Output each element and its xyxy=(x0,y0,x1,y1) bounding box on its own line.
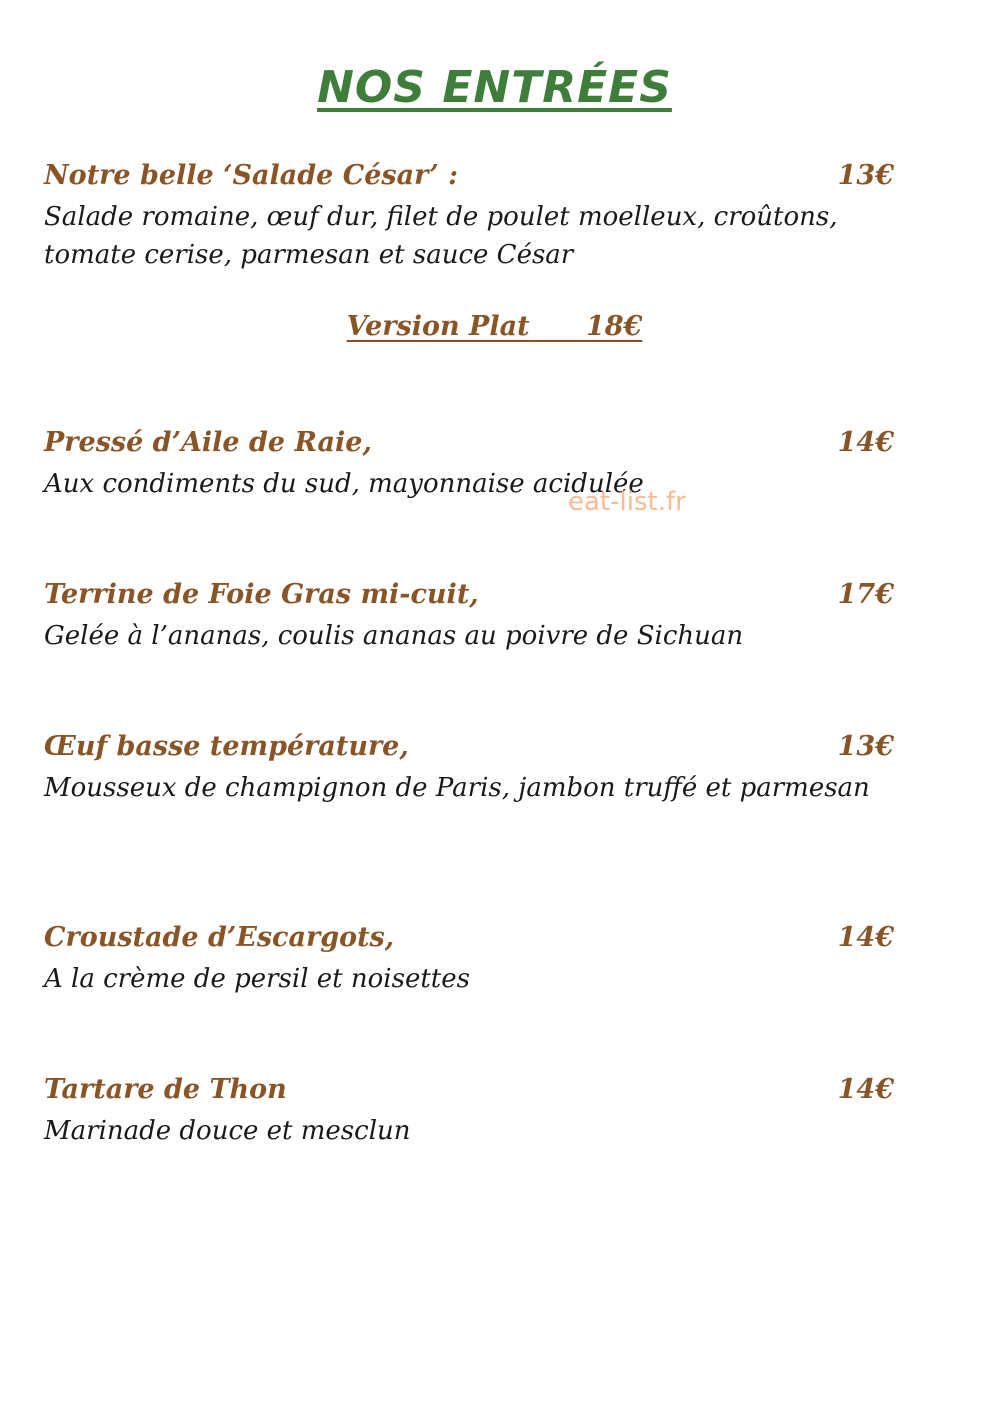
menu-item-salade-cesar xyxy=(44,160,894,274)
item-description: A la crème de persil et noisettes xyxy=(44,964,470,994)
item-name: Croustade d’Escargots, xyxy=(44,922,395,953)
item-name: Tartare de Thon xyxy=(44,1074,287,1105)
menu-item-croustade-escargots xyxy=(44,922,894,998)
item-price: 14€ xyxy=(837,1074,894,1105)
menu-item-tartare-de-thon xyxy=(44,1074,894,1150)
version-plat-price: 18€ xyxy=(585,311,643,342)
item-name: Terrine de Foie Gras mi-cuit, xyxy=(44,579,479,610)
item-description: Salade romaine, œuf dur, filet de poulet moelleux, croûtons, tomate cerise, parmesan et sauce César xyxy=(44,202,838,270)
item-name: Notre belle ‘Salade César’ : xyxy=(44,160,459,191)
menu-item-presse-aile-de-raie xyxy=(44,427,894,503)
item-description: Marinade douce et mesclun xyxy=(44,1116,411,1146)
menu-item-oeuf-basse-temperature xyxy=(44,731,894,807)
item-name: Pressé d’Aile de Raie, xyxy=(44,427,372,458)
version-plat-label: Version Plat xyxy=(346,311,530,342)
item-price: 13€ xyxy=(837,731,894,762)
item-description: Aux condiments du sud, mayonnaise acidulée xyxy=(44,469,644,499)
item-price: 17€ xyxy=(837,579,894,610)
item-price: 14€ xyxy=(837,427,894,458)
item-name: Œuf basse température, xyxy=(44,731,409,762)
item-description: Gelée à l’ananas, coulis ananas au poivre de Sichuan xyxy=(44,621,744,651)
version-plat xyxy=(0,311,989,342)
watermark: eat-list.fr xyxy=(568,487,686,517)
menu-item-terrine-foie-gras xyxy=(44,579,894,655)
item-price: 14€ xyxy=(837,922,894,953)
item-price: 13€ xyxy=(837,160,894,191)
item-description: Mousseux de champignon de Paris, jambon truffé et parmesan xyxy=(44,773,870,803)
page-title: NOS ENTRÉES xyxy=(317,62,672,113)
